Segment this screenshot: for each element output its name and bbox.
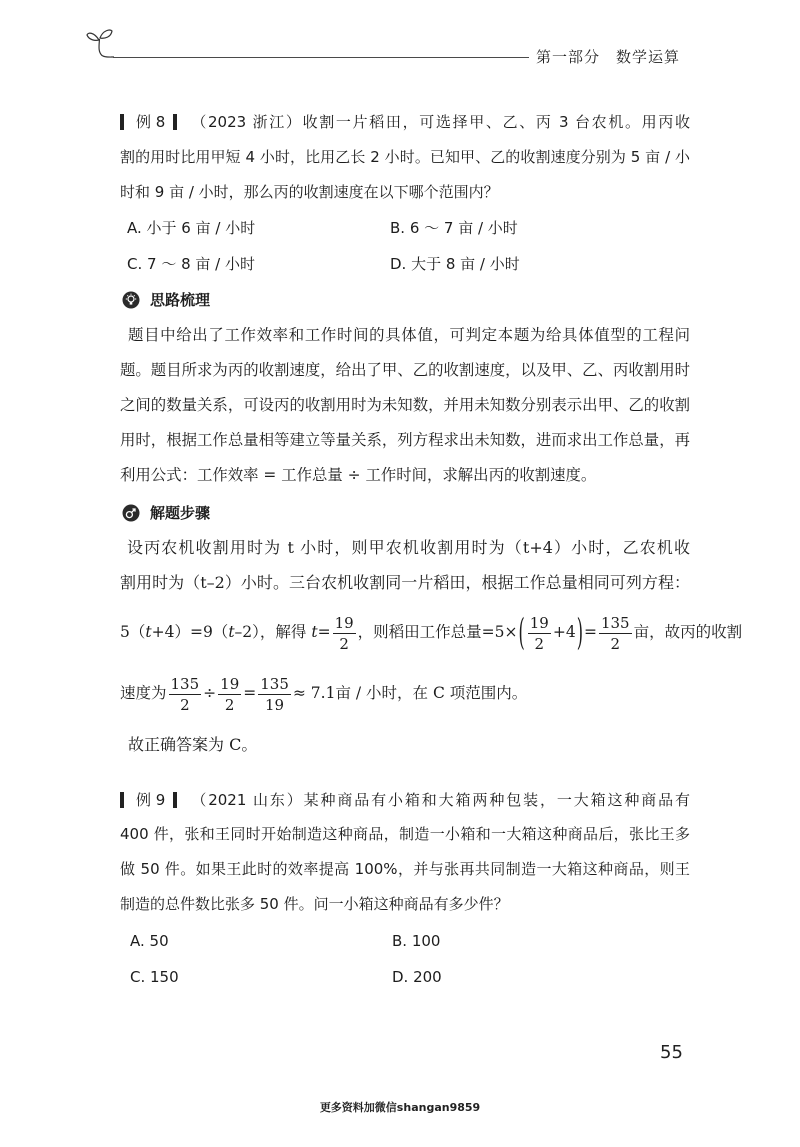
analysis-line-1: 题目中给出了工作效率和工作时间的具体值，可判定本题为给具体值型的工程问 <box>128 326 690 344</box>
fraction-total-work <box>599 614 632 653</box>
solution-line-1: 设丙农机收割用时为 t 小时，则甲农机收割用时为（t+4）小时，乙农机收 <box>127 538 690 557</box>
paren-open: ( <box>518 610 525 654</box>
equation-text: 速度为 <box>120 684 167 702</box>
option-c: C. 150 <box>130 968 179 986</box>
solution-steps-icon <box>122 504 140 522</box>
example-9-line-3: 做 50 件。如果王此时的效率提高 100%，并与张再共同制造一大箱这种商品，则王 <box>120 860 690 878</box>
equation-text: 5（ <box>120 623 146 641</box>
fraction-a <box>169 675 202 714</box>
equation-line-2 <box>120 669 527 717</box>
variable-t: t <box>145 623 152 641</box>
analysis-line-5: 利用公式：工作效率 = 工作总量 ÷ 工作时间，求解出丙的收割速度。 <box>120 466 597 484</box>
analysis-line-2: 题。题目所求为丙的收割速度，给出了甲、乙的收割速度，以及甲、乙、丙收割用时 <box>120 361 690 379</box>
option-b: B. 100 <box>392 932 441 950</box>
example-9-label: 例 9 <box>136 791 166 809</box>
example-8-line-1 <box>120 111 690 133</box>
fraction-numerator: 19 <box>220 674 240 693</box>
header-rule <box>113 57 529 58</box>
example-8-line-2: 割的用时比用甲短 4 小时，比用乙长 2 小时。已知甲、乙的收割速度分别为 5 亩 / 小 <box>120 148 690 166</box>
equation-text: –2），解得 <box>234 623 312 641</box>
equals-sign: = <box>583 623 597 641</box>
analysis-line-4: 用时，根据工作总量相等建立等量关系，列方程求出未知数，进而求出工作总量，再 <box>120 431 690 449</box>
solution-heading: 解题步骤 <box>150 504 211 522</box>
label-bar-right <box>173 114 177 130</box>
example-9-line-2: 400 件，张和王同时开始制造这种商品，制造一小箱和一大箱这种商品后，张比王多 <box>120 825 690 843</box>
option-a: A. 小于 6 亩 / 小时 <box>127 219 256 237</box>
fraction-numerator: 19 <box>529 613 549 632</box>
fraction-numerator: 135 <box>260 674 289 693</box>
fraction-numerator: 19 <box>334 613 354 632</box>
example-9-text: （2021 山东）某种商品有小箱和大箱两种包装，一大箱这种商品有 <box>191 791 690 809</box>
variable-t: t <box>228 623 235 641</box>
fraction-denominator: 2 <box>180 695 190 714</box>
fraction-c <box>258 675 291 714</box>
option-a: A. 50 <box>130 932 169 950</box>
equation-text: +4）=9（ <box>151 623 229 641</box>
fraction-numerator: 135 <box>170 674 200 693</box>
equals-sign: = <box>243 684 257 702</box>
paren-close: ) <box>576 610 583 654</box>
fraction-b <box>218 675 241 714</box>
variable-t: t <box>311 623 318 641</box>
fraction-denominator: 2 <box>224 695 235 714</box>
equals-sign: = <box>317 623 331 641</box>
example-8-text: （2023 浙江）收割一片稻田，可选择甲、乙、丙 3 台农机。用丙收 <box>191 113 690 131</box>
fraction-denominator: 2 <box>534 634 545 653</box>
equation-text: 亩，故丙的收割 <box>633 623 743 641</box>
sprout-icon <box>84 24 114 58</box>
example-8-line-3: 时和 9 亩 / 小时，那么丙的收割速度在以下哪个范围内？ <box>120 183 499 201</box>
option-b: B. 6 ～ 7 亩 / 小时 <box>390 219 518 237</box>
section-title: 第一部分 数学运算 <box>536 48 681 66</box>
analysis-line-3: 之间的数量关系，可设丙的收割用时为未知数，并用未知数分别表示出甲、乙的收割 <box>120 396 690 414</box>
fraction-denominator: 19 <box>265 695 285 714</box>
page-number: 55 <box>660 1042 683 1063</box>
label-bar-left <box>120 114 124 130</box>
equation-text: +4 <box>552 623 576 641</box>
footer-note: 更多资料加微信shangan9859 <box>319 1101 481 1114</box>
fraction-inner <box>528 614 551 653</box>
example-8-label: 例 8 <box>136 113 166 131</box>
option-d: D. 大于 8 亩 / 小时 <box>390 255 520 273</box>
equation-line-1 <box>120 608 742 656</box>
fraction-denominator: 2 <box>610 634 621 653</box>
analysis-heading: 思路梳理 <box>150 291 211 309</box>
fraction-numerator: 135 <box>600 613 630 632</box>
equation-text: ，则稻田工作总量=5× <box>357 623 518 641</box>
label-bar-right <box>173 792 177 808</box>
solution-line-2: 割用时为（t–2）小时。三台农机收割同一片稻田，根据工作总量相同可列方程： <box>120 573 690 592</box>
option-d: D. 200 <box>392 968 442 986</box>
option-c: C. 7 ～ 8 亩 / 小时 <box>127 255 255 273</box>
divide-sign: ÷ <box>203 684 217 702</box>
fraction-t-value <box>333 614 356 653</box>
equation-text: ≈ 7.1亩 / 小时，在 C 项范围内。 <box>292 684 528 702</box>
example-9-line-4: 制造的总件数比张多 50 件。问一小箱这种商品有多少件？ <box>120 895 509 913</box>
label-bar-left <box>120 792 124 808</box>
answer-line: 故正确答案为 C。 <box>128 735 258 754</box>
fraction-denominator: 2 <box>339 634 349 653</box>
example-9-line-1 <box>120 789 690 811</box>
lightbulb-icon <box>122 291 140 309</box>
